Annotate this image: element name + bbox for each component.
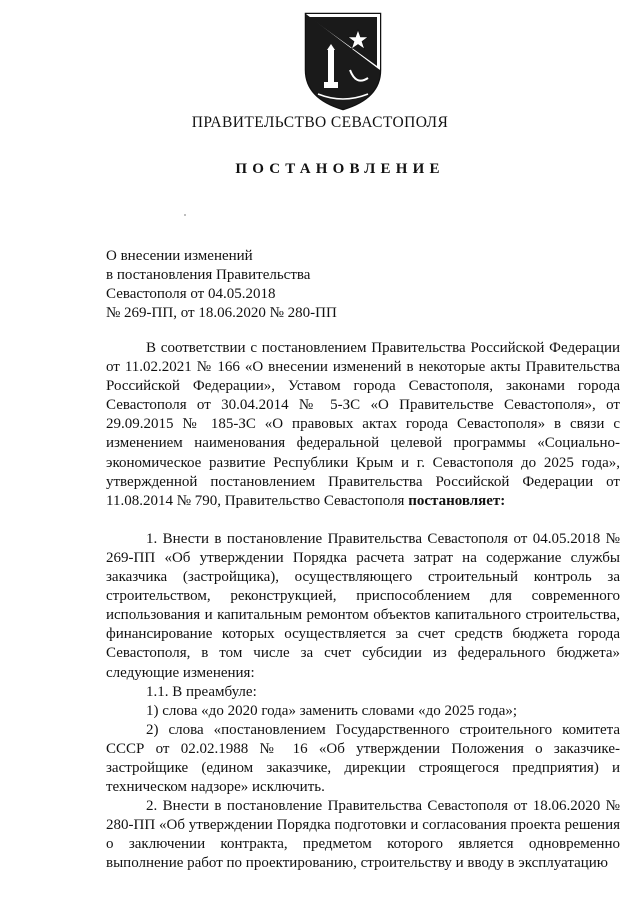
item-1-paragraph: 1. Внести в постановление Правительства Севастополя от 04.05.2018 № 269-ПП «Об утверждении Порядка расчета затрат на содержание службы заказчика (застройщика), осуществляющего строительный контроль за строительством, реконструкцией, приспособлением для современного использования и капитальным ремонтом объектов капитального строительства, финансирование которых осуществляется за счет средств бюджета города Севастополя, в том числе за счет субсидии из федерального бюджета» следующие изменения:: [106, 530, 620, 681]
document-subject: [106, 247, 337, 323]
document-body: [106, 339, 620, 874]
item-2-paragraph: 2. Внести в постановление Правительства Севастополя от 18.06.2020 № 280-ПП «Об утверждении Порядка подготовки и согласования проекта решения о заключении контракта, предметом которого является одновременно выполнение работ по проектированию, строительству и вводу в эксплуатацию: [106, 798, 620, 872]
sevastopol-coat-of-arms-emblem: [298, 8, 388, 112]
item-1-1-2-paragraph: 2) слова «постановлением Государственного строительного комитета СССР от 02.02.1988 № 16 «Об утверждении Положения о заказчике-застройщике (едином заказчике, дирекции строящегося предприятия) и техническом надзоре» исключить.: [106, 721, 620, 796]
scan-speck: [184, 214, 186, 216]
subject-line: в постановления Правительства: [106, 267, 311, 283]
item-1-1-1-paragraph: 1) слова «до 2020 года» заменить словами «до 2025 года»;: [146, 702, 518, 719]
preamble-decree-word: постановляет:: [408, 492, 506, 509]
subject-line: № 269-ПП, от 18.06.2020 № 280-ПП: [106, 305, 337, 321]
preamble-paragraph: [106, 339, 620, 511]
government-name-header: ПРАВИТЕЛЬСТВО СЕВАСТОПОЛЯ: [191, 114, 449, 131]
item-1-1-paragraph: 1.1. В преамбуле:: [146, 683, 257, 700]
preamble-text: В соответствии с постановлением Правительства Российской Федерации от 11.02.2021 № 166 «О внесении изменений в некоторые акты Правительства Российской Федерации», Уставом города Севастополя, законами города Севастополя от 30.04.2014 № 5-ЗС «О Правительстве Севастополя», от 29.09.2015 № 185-ЗС «О правовых актах города Севастополя» в связи с изменением наименования федеральной целевой программы «Социально-экономическое развитие Республики Крым и г. Севастополя до 2025 года», утвержденной постановлением Правительства Российской Федерации от 11.08.2014 № 790, Правительство Севастополя: [106, 340, 620, 509]
subject-line: О внесении изменений: [106, 248, 253, 264]
subject-line: Севастополя от 04.05.2018: [106, 286, 276, 302]
document-type-title: ПОСТАНОВЛЕНИЕ: [235, 161, 445, 177]
